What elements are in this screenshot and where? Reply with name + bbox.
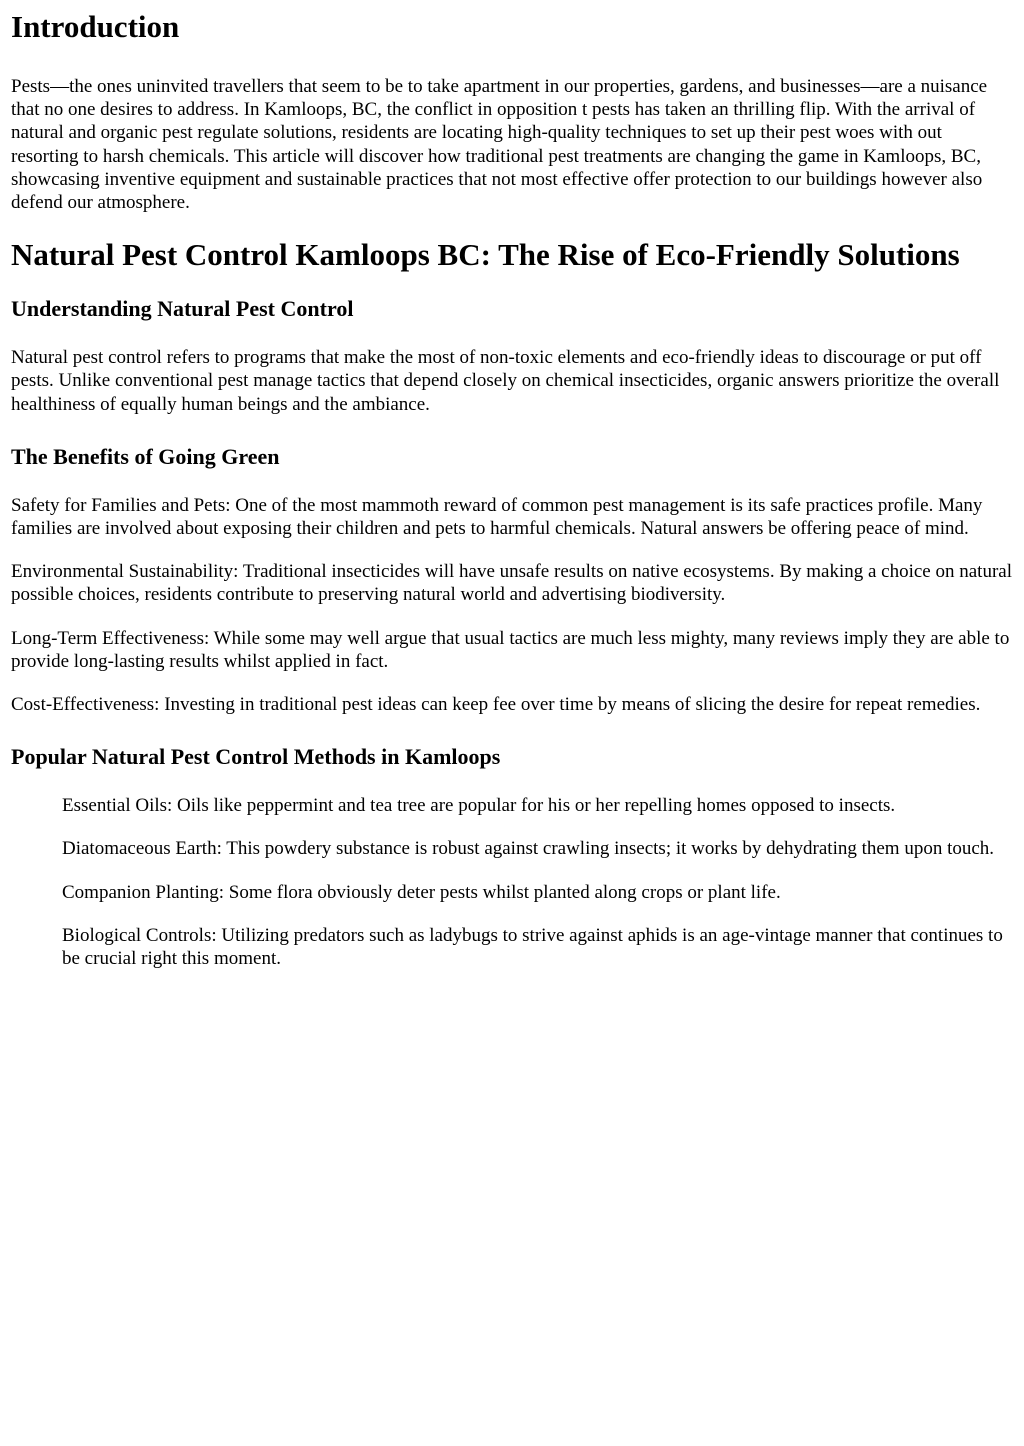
intro-paragraph: Pests—the ones uninvited travellers that seem to be to take apartment in our properties, gardens, and businesses—are a nuisance that no one desires to address. In Kamloops, BC, the conflict in opposition t pests has taken an thrilling flip. With the arrival of natural and organic pest regulate solutions, residents are locating high-quality techniques to set up their pest woes with out resorting to harsh chemicals. This article will discover how traditional pest treatments are changing the game in Kamloops, BC, showcasing inventive equipment and sustainable practices that not most effective offer protection to our buildings however also defend our atmosphere. — [11, 76, 988, 214]
list-item: Essential Oils: Oils like peppermint and tea tree are popular for his or her repelling homes opposed to insects. — [62, 795, 896, 817]
methods-list — [11, 794, 1014, 970]
benefits-heading: The Benefits of Going Green — [11, 443, 280, 469]
benefit-environment-paragraph: Environmental Sustainability: Traditional insecticides will have unsafe results on native ecosystems. By making a choice on natural possible choices, residents contribute to preserving natural world and advertising biodiversity. — [11, 561, 1012, 606]
section-heading: Natural Pest Control Kamloops BC: The Rise of Eco-Friendly Solutions — [11, 237, 960, 273]
methods-heading: Popular Natural Pest Control Methods in Kamloops — [11, 744, 501, 770]
benefit-cost-paragraph: Cost-Effectiveness: Investing in traditional pest ideas can keep fee over time by means of slicing the desire for repeat remedies. — [11, 694, 981, 716]
list-item: Companion Planting: Some flora obviously deter pests whilst planted along crops or plant life. — [62, 881, 781, 903]
benefit-long-term-paragraph: Long-Term Effectiveness: While some may well argue that usual tactics are much less mighty, many reviews imply they are able to provide long-lasting results whilst applied in fact. — [11, 627, 1010, 672]
benefit-safety-paragraph: Safety for Families and Pets: One of the most mammoth reward of common pest management is its safe practices profile. Many families are involved about exposing their children and pets to harmful chemicals. Natural answers be offering peace of mind. — [11, 494, 983, 540]
intro-heading: Introduction — [11, 9, 180, 44]
understanding-heading: Understanding Natural Pest Control — [11, 296, 354, 322]
list-item: Biological Controls: Utilizing predators such as ladybugs to strive against aphids is an age-vintage manner that continues to be crucial right this moment. — [62, 924, 1003, 970]
list-item: Diatomaceous Earth: This powdery substance is robust against crawling insects; it works by dehydrating them upon touch. — [62, 838, 995, 860]
understanding-paragraph: Natural pest control refers to programs that make the most of non-toxic elements and eco-friendly ideas to discourage or put off pests. Unlike conventional pest manage tactics that depend closely on chemical insecticides, organic answers prioritize the overall healthiness of equally human beings and the ambiance. — [11, 347, 1000, 415]
